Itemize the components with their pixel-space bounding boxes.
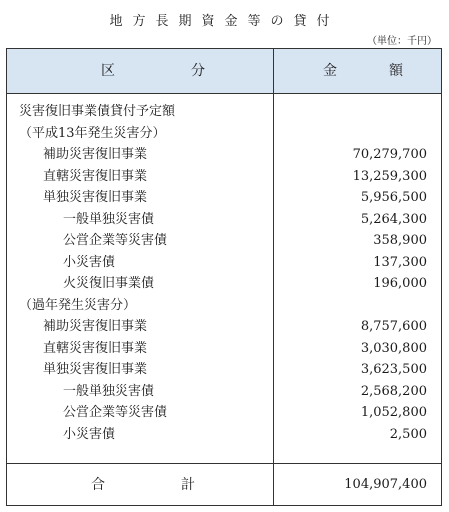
row-value: 196,000 xyxy=(373,276,427,291)
row-value: 13,259,300 xyxy=(352,168,427,184)
row-value: 5,956,500 xyxy=(360,190,427,205)
table-row xyxy=(7,123,441,145)
row-label: 一般単独災害債 xyxy=(63,383,155,399)
row-value: 70,279,700 xyxy=(352,147,427,162)
row-label: 単独災害復旧事業 xyxy=(43,362,148,377)
header-category-char2: 分 xyxy=(191,63,205,79)
table-row xyxy=(7,402,441,424)
header-amount-char2: 額 xyxy=(389,63,403,79)
row-label: 補助災害復旧事業 xyxy=(43,319,148,334)
table-body xyxy=(7,101,441,445)
table-row xyxy=(7,359,441,381)
row-value: 5,264,300 xyxy=(360,211,427,227)
row-label: （平成13年発生災害分） xyxy=(19,125,166,141)
row-value: 8,757,600 xyxy=(360,319,427,334)
row-label: 補助災害復旧事業 xyxy=(43,147,148,162)
row-label: 公営企業等災害債 xyxy=(63,233,168,248)
row-value: 2,568,200 xyxy=(360,383,427,399)
loan-table xyxy=(6,48,442,506)
row-label: 小災害債 xyxy=(63,254,116,270)
total-row xyxy=(7,465,441,505)
table-row xyxy=(7,187,441,209)
row-label: 公営企業等災害債 xyxy=(63,405,168,420)
table-header xyxy=(7,49,441,94)
table-row xyxy=(7,338,441,360)
row-label: 小災害債 xyxy=(63,426,116,442)
page-title: 地方長期資金等の貸付 xyxy=(109,14,340,29)
table-row xyxy=(7,295,441,317)
total-value: 104,907,400 xyxy=(344,477,427,492)
row-label: 単独災害復旧事業 xyxy=(43,190,148,205)
total-label-char1: 合 xyxy=(91,477,105,493)
row-value: 3,030,800 xyxy=(360,340,427,356)
table-row xyxy=(7,381,441,403)
table-row xyxy=(7,166,441,188)
unit-note: （単位：千円） xyxy=(367,36,437,47)
total-divider xyxy=(7,463,441,464)
row-value: 3,623,500 xyxy=(360,362,427,377)
row-label: 直轄災害復旧事業 xyxy=(43,168,148,184)
row-label: （過年発生災害分） xyxy=(19,297,137,313)
row-value: 2,500 xyxy=(389,426,427,442)
header-category-char1: 区 xyxy=(101,63,115,79)
row-value: 137,300 xyxy=(373,254,427,270)
table-row xyxy=(7,230,441,252)
row-label: 一般単独災害債 xyxy=(63,211,155,227)
table-row xyxy=(7,209,441,231)
table-row xyxy=(7,252,441,274)
table-row xyxy=(7,316,441,338)
row-value: 1,052,800 xyxy=(360,405,427,420)
row-label: 火災復旧事業債 xyxy=(63,276,155,291)
table-row xyxy=(7,144,441,166)
total-label-char2: 計 xyxy=(181,477,195,493)
row-label: 災害復旧事業債貸付予定額 xyxy=(19,104,176,119)
table-row xyxy=(7,273,441,295)
header-amount-char1: 金 xyxy=(323,63,337,79)
table-row xyxy=(7,101,441,123)
table-row xyxy=(7,424,441,446)
row-label: 直轄災害復旧事業 xyxy=(43,340,148,356)
row-value: 358,900 xyxy=(373,233,427,248)
